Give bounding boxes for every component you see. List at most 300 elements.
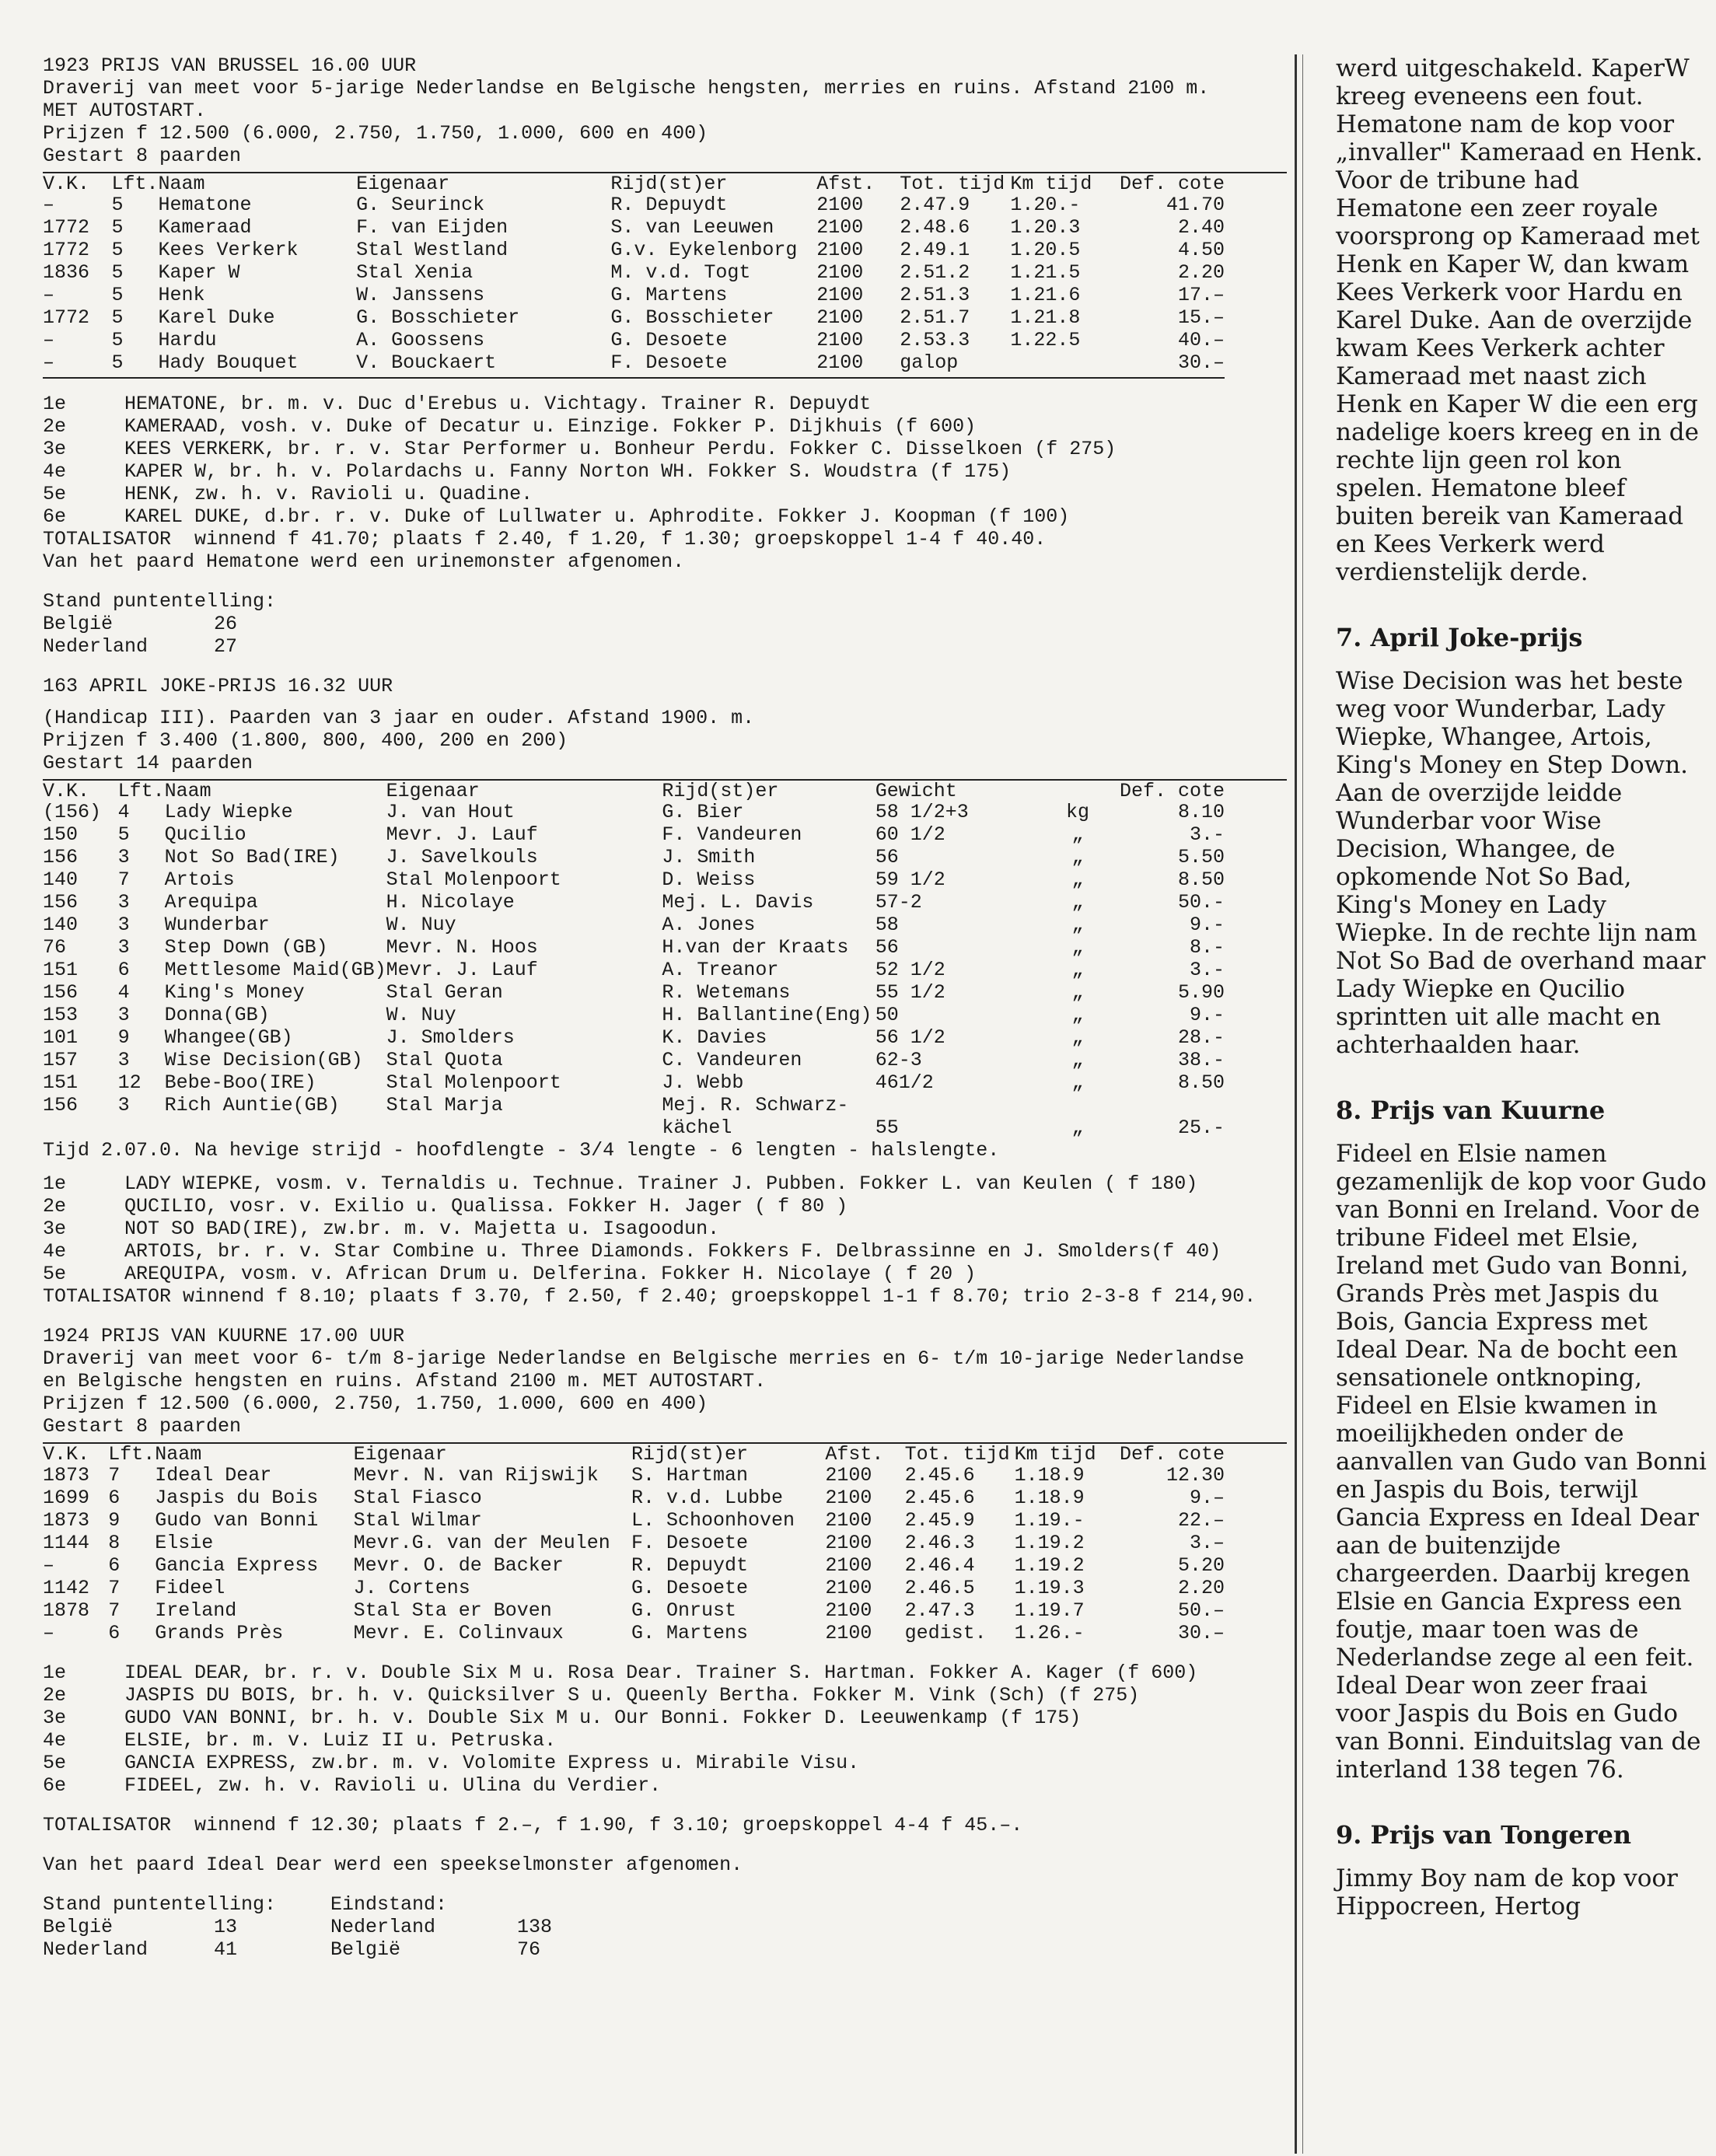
cell-lft: 5 [111,239,124,261]
results-column [43,54,1287,1961]
race-conditions: Draverij van meet voor 6- t/m 8-jarige Nederlandse en Belgische merries en 6- t/m 10-jarige Nederlandse [43,1347,1245,1370]
cell-vk: 1878 [43,1599,90,1622]
cell-def [1120,1094,1225,1116]
cell-eig: Stal Fiasco [353,1487,482,1509]
cell-def: 2.40 [1177,216,1225,239]
table-row [43,981,1225,1004]
cell-km: 1.19.7 [1014,1599,1085,1622]
cell-naam: Rich Auntie(GB) [164,1094,340,1116]
placing-row [43,1707,1287,1729]
country: Nederland [43,1938,149,1961]
placing-description: AREQUIPA, vosm. v. African Drum u. Delferina. Fokker H. Nicolaye ( f 20 ) [124,1263,977,1285]
cell-afst: 2100 [816,329,864,351]
placing-position: 6e [43,505,67,528]
col-unit [1036,782,1120,801]
table-row [43,1049,1225,1071]
cell-def: 28.- [1177,1026,1225,1049]
col-vk: V.K. [43,780,90,802]
cell-gew: 58 [875,914,899,936]
cell-def: 30.– [1177,1622,1225,1644]
cell-vk: 140 [43,914,79,936]
cell-vk: 156 [43,891,79,914]
race-conditions: (Handicap III). Paarden van 3 jaar en ouder. Afstand 1900. m. [43,707,755,729]
placing-position: 1e [43,1662,67,1684]
cell-eig: Mevr. O. de Backer [353,1554,564,1577]
cell-eig: Stal Xenia [356,261,474,284]
placings [43,1172,1287,1285]
placing-position: 3e [43,438,67,460]
points: 27 [214,635,238,658]
table-row [43,216,1225,239]
cell-rij: G. Onrust [631,1599,736,1622]
cell-kg: „ [1071,868,1084,891]
col-km-tijd: Km tijd [1010,173,1092,195]
table-row [43,1071,1225,1094]
race-time: Tijd 2.07.0. Na hevige strijd - hoofdlengte - 3/4 lengte - 6 lengten - halslengte. [43,1139,1000,1162]
cell-eig: G. Seurinck [356,194,485,216]
cell-kg: „ [1071,1071,1084,1094]
cell-rij: H.van der Kraats [662,936,849,959]
cell-naam: Kaper W [158,261,240,284]
cell-gew: 52 1/2 [875,959,945,981]
cell-def: 50.- [1177,891,1225,914]
cell-lft: 5 [111,216,124,239]
cell-naam: Ireland [155,1599,237,1622]
cell-rij: F. Desoete [631,1532,748,1554]
placing-row [43,1729,1287,1752]
placing-description: KAPER W, br. h. v. Polardachs u. Fanny Norton WH. Fokker S. Woudstra (f 175) [124,460,1012,483]
report-section [1336,1821,1709,1920]
cell-vk: 1836 [43,261,90,284]
cell-naam: Whangee(GB) [164,1026,293,1049]
col-naam: Naam [155,1443,202,1466]
note: Van het paard Hematone werd een urinemonster afgenomen. [43,550,685,573]
placing-description: JASPIS DU BOIS, br. h. v. Quicksilver S u. Queenly Bertha. Fokker M. Vink (Sch) (f 275) [124,1684,1140,1707]
cell-def: 5.20 [1177,1554,1225,1577]
cell-vk: 151 [43,1071,79,1094]
race-conditions: Draverij van meet voor 5-jarige Nederlandse en Belgische hengsten, merries en ruins. Afstand 2100 m. [43,77,1210,100]
table-row [43,868,1225,891]
placing-position: 6e [43,1774,67,1797]
col-vk: V.K. [43,1443,90,1466]
cell-km: 1.19.3 [1014,1577,1085,1599]
cell-naam: Karel Duke [158,306,275,329]
cell-km: 1.19.2 [1014,1554,1085,1577]
cell-lft: 4 [117,981,130,1004]
placing-description: KAREL DUKE, d.br. r. v. Duke of Lullwater u. Aphrodite. Fokker J. Koopman (f 100) [124,505,1070,528]
placing-row [43,1684,1287,1707]
table-row [43,306,1225,329]
cell-afst: 2100 [816,194,864,216]
cell-tot: 2.45.6 [904,1487,975,1509]
cell-gew: 57-2 [875,891,922,914]
cell-def: 50.– [1177,1599,1225,1622]
cell-tot: galop [900,351,959,374]
cell-rij: G. Bier [662,801,744,823]
cell-naam: Hematone [158,194,252,216]
placing-description: HEMATONE, br. m. v. Duc d'Erebus u. Vichtagy. Trainer R. Depuydt [124,393,872,415]
table-row [43,1116,1225,1139]
cell-tot: 2.51.3 [900,284,970,306]
table-body [43,1464,1225,1644]
cell-afst: 2100 [825,1464,872,1487]
cell-eig: Stal Wilmar [353,1509,482,1532]
cell-vk: 76 [43,936,67,959]
placing-position: 1e [43,393,67,415]
cell-vk: 1699 [43,1487,90,1509]
placing-position: 5e [43,1752,67,1774]
cell-tot: 2.46.5 [904,1577,975,1599]
cell-rij: S. van Leeuwen [610,216,774,239]
col-vk: V.K. [43,173,90,195]
cell-lft: 7 [108,1577,121,1599]
table-row [43,823,1225,846]
cell-km: 1.18.9 [1014,1464,1085,1487]
cell-vk: 101 [43,1026,79,1049]
placings [43,1662,1287,1797]
cell-lft: 3 [117,1049,130,1071]
cell-rij: K. Davies [662,1026,767,1049]
cell-vk: 1772 [43,239,90,261]
table-row [43,351,1225,374]
cell-km: 1.21.5 [1010,261,1081,284]
cell-lft: 6 [108,1622,121,1644]
cell-naam: Grands Près [155,1622,284,1644]
column-divider [1295,54,1297,2154]
cell-rij: G. Martens [631,1622,748,1644]
cell-lft: 6 [117,959,130,981]
cell-lft: 12 [117,1071,142,1094]
table-row [43,1487,1225,1509]
col-rijder: Rijd(st)er [610,173,728,195]
cell-km: 1.19.- [1014,1509,1085,1532]
race-title: 1924 PRIJS VAN KUURNE 17.00 UUR [43,1325,405,1347]
placings [43,393,1287,528]
placing-position: 3e [43,1707,67,1729]
section-title: 9. Prijs van Tongeren [1336,1820,1632,1850]
col-lft: Lft. [108,1443,156,1466]
cell-vk: – [43,284,55,306]
cell-rij: G. Bosschieter [610,306,774,329]
country: België [43,1916,114,1938]
cell-vk: 1142 [43,1577,90,1599]
cell-kg: „ [1071,914,1084,936]
cell-vk: – [43,194,55,216]
cell-def: 30.– [1177,351,1225,374]
table-row [43,959,1225,981]
table-row [43,239,1225,261]
table-row [43,801,1225,823]
cell-rij: A. Treanor [662,959,779,981]
cell-def: 9.– [1189,1487,1225,1509]
placing-position: 4e [43,460,67,483]
race-header [43,1325,1287,1438]
placing-position: 4e [43,1240,67,1263]
cell-naam: Arequipa [164,891,258,914]
cell-gew: 55 [875,1116,899,1139]
cell-def: 12.30 [1166,1464,1225,1487]
table-row [43,1094,1225,1116]
cell-gew: 62-3 [875,1049,922,1071]
cell-tot: 2.51.2 [900,261,970,284]
standing-title: Stand puntentelling: [43,1893,277,1916]
cell-eig: Mevr.G. van der Meulen [353,1532,610,1554]
section-text: Wise Decision was het beste weg voor Wunderbar, Lady Wiepke, Whangee, Artois, King's Money en Step Down. Aan de overzijde leidde Wunderbar voor Wise Decision, Whangee, de opkomende Not So Bad, King's Money en Lady Wiepke. In de rechte lijn nam Not So Bad de overhand maar Lady Wiepke en Qucilio sprintten uit alle macht en achterhaalden haar. [1336,667,1706,1059]
cell-lft: 3 [117,846,130,868]
cell-naam: Not So Bad(IRE) [164,846,340,868]
cell-naam: Henk [158,284,205,306]
cell-tot: 2.47.9 [900,194,970,216]
cell-kg: „ [1071,1004,1084,1026]
col-naam: Naam [158,173,205,195]
table-row [43,1622,1225,1644]
table-row [43,914,1225,936]
cell-rij: A. Jones [662,914,756,936]
cell-def: 40.– [1177,329,1225,351]
cell-naam: Jaspis du Bois [155,1487,319,1509]
eindstand-title: Eindstand: [330,1893,448,1916]
results-table [43,782,1225,1139]
race-brussel [43,54,1287,658]
cell-lft: 3 [117,891,130,914]
placing-row [43,438,1287,460]
cell-vk: 156 [43,1094,79,1116]
table-row [43,1004,1225,1026]
cell-def: 2.20 [1177,1577,1225,1599]
cell-eig: Stal Geran [386,981,503,1004]
cell-afst: 2100 [825,1509,872,1532]
cell-km: 1.20.5 [1010,239,1081,261]
note: Van het paard Ideal Dear werd een speekselmonster afgenomen. [43,1854,743,1876]
cell-tot: 2.51.7 [900,306,970,329]
report-section [1336,1096,1709,1784]
cell-tot: 2.53.3 [900,329,970,351]
cell-kg: kg [1066,801,1090,823]
table-header [43,175,1225,194]
cell-vk: 1772 [43,216,90,239]
col-tot-tijd: Tot. tijd [904,1443,1010,1466]
race-april-joke [43,675,1287,1308]
cell-def: 3.– [1189,1532,1225,1554]
race-prizes: Prijzen f 12.500 (6.000, 2.750, 1.750, 1.000, 600 en 400) [43,1392,708,1415]
table-row [43,1026,1225,1049]
cell-rij: R. Wetemans [662,981,791,1004]
cell-eig: Stal Molenpoort [386,868,561,891]
section-title: 8. Prijs van Kuurne [1336,1095,1606,1125]
cell-def: 8.10 [1177,801,1225,823]
placing-row [43,1195,1287,1218]
cell-naam: Gancia Express [155,1554,319,1577]
cell-vk: – [43,351,55,374]
cell-eig [386,1116,662,1139]
table-body [43,194,1225,374]
cell-tot: 2.48.6 [900,216,970,239]
table-row [43,1554,1225,1577]
cell-rij: L. Schoonhoven [631,1509,795,1532]
cell-gew: 59 1/2 [875,868,945,891]
cell-afst: 2100 [825,1622,872,1644]
cell-vk: – [43,1554,55,1577]
col-eigenaar: Eigenaar [386,780,480,802]
totalisator: TOTALISATOR winnend f 12.30; plaats f 2.–, f 1.90, f 3.10; groepskoppel 4-4 f 45.–. [43,1814,1023,1836]
table-header [43,1445,1225,1464]
cell-afst: 2100 [825,1554,872,1577]
race-prizes: Prijzen f 3.400 (1.800, 800, 400, 200 en 200) [43,729,568,752]
race-title: 1923 PRIJS VAN BRUSSEL 16.00 UUR [43,54,417,77]
cell-eig: G. Bosschieter [356,306,520,329]
col-def-cote: Def. cote [1119,1443,1225,1466]
cell-eig: Stal Sta er Boven [353,1599,552,1622]
placing-row [43,1752,1287,1774]
placing-position: 3e [43,1218,67,1240]
placing-position: 4e [43,1729,67,1752]
placing-description: KAMERAAD, vosh. v. Duke of Decatur u. Einzige. Fokker P. Dijkhuis (f 600) [124,415,977,438]
placing-position: 2e [43,1684,67,1707]
cell-vk [43,1116,118,1139]
cell-kg: „ [1071,1026,1084,1049]
report-intro: werd uitgeschakeld. KaperW kreeg eveneens een fout. Hematone nam de kop voor „invaller" Kameraad en Henk. Voor de tribune had Hematone een zeer royale voorsprong op Kameraad met Henk en Kaper W, dan kwam Kees Verkerk voor Hardu en Karel Duke. Aan de overzijde kwam Kees Verkerk achter Kameraad met naast zich Henk en Kaper W die een erg nadelige koers kreeg en in de rechte lijn geen rol kon spelen. Hematone bleef buiten bereik van Kameraad en Kees Verkerk werd verdienstelijk derde. [1336,54,1704,586]
cell-lft: 7 [108,1464,121,1487]
table-row [43,936,1225,959]
cell-def: 8.50 [1177,868,1225,891]
country: België [330,1938,401,1961]
totalisator: TOTALISATOR winnend f 8.10; plaats f 3.70, f 2.50, f 2.40; groepskoppel 1-1 f 8.70; trio 2-3-8 f 214,90. [43,1285,1256,1308]
placing-row [43,460,1287,483]
cell-kg: „ [1071,1049,1084,1071]
cell-rij: G. Desoete [610,329,728,351]
cell-eig: Mevr. N. Hoos [386,936,538,959]
cell-naam: Step Down (GB) [164,936,328,959]
cell-rij: R. Depuydt [631,1554,748,1577]
table-row [43,1599,1225,1622]
cell-vk: 140 [43,868,79,891]
cell-lft: 5 [111,194,124,216]
col-eigenaar: Eigenaar [353,1443,447,1466]
cell-def: 22.– [1177,1509,1225,1532]
race-conditions-2: en Belgische hengsten en ruins. Afstand 2100 m. MET AUTOSTART. [43,1370,767,1392]
cell-rij: C. Vandeuren [662,1049,802,1071]
cell-vk: 157 [43,1049,79,1071]
cell-rij: R. Depuydt [610,194,728,216]
cell-lft: 3 [117,914,130,936]
placing-position: 2e [43,1195,67,1218]
placing-description: IDEAL DEAR, br. r. v. Double Six M u. Rosa Dear. Trainer S. Hartman. Fokker A. Kager (f 600) [124,1662,1198,1684]
cell-kg: „ [1071,981,1084,1004]
col-rijder: Rijd(st)er [631,1443,748,1466]
cell-afst: 2100 [816,261,864,284]
placing-description: GUDO VAN BONNI, br. h. v. Double Six M u. Our Bonni. Fokker D. Leeuwenkamp (f 175) [124,1707,1082,1729]
standing-table [43,1893,1287,1961]
cell-naam: Mettlesome Maid(GB) [164,959,386,981]
placing-row [43,483,1287,505]
cell-vk: 156 [43,846,79,868]
standing-title: Stand puntentelling: [43,590,277,613]
placing-description: GANCIA EXPRESS, zw.br. m. v. Volomite Express u. Mirabile Visu. [124,1752,860,1774]
cell-def: 3.- [1189,823,1225,846]
cell-lft: 5 [111,261,124,284]
country: Nederland [43,635,149,658]
cell-lft: 5 [117,823,130,846]
cell-km [1010,351,1120,374]
cell-afst: 2100 [816,216,864,239]
cell-lft: 3 [117,1004,130,1026]
placing-row [43,505,1287,528]
race-kuurne [43,1325,1287,1961]
cell-def: 25.- [1177,1116,1225,1139]
col-km-tijd: Km tijd [1014,1443,1096,1466]
cell-kg [1036,1094,1120,1116]
placing-position: 5e [43,483,67,505]
cell-km: 1.26.- [1014,1622,1085,1644]
cell-def: 15.– [1177,306,1225,329]
section-text: Fideel en Elsie namen gezamenlijk de kop voor Gudo van Bonni en Ireland. Voor de tribune Fideel met Elsie, Ireland met Gudo van Bonni, Grands Près met Jaspis du Bois, Gancia Express met Ideal Dear. Na de bocht een sensationele ontknoping, Fideel en Elsie kwamen in moeilijkheden onder de aanvallen van Gudo van Bonni en Jaspis du Bois, terwijl Gancia Express en Ideal Dear aan de buitenzijde chargeerden. Daarbij kregen Elsie en Gancia Express een foutje, maar toen was de Nederlandse zege al een feit. Ideal Dear won zeer fraai voor Jaspis du Bois en Gudo van Bonni. Einduitslag van de interland 138 tegen 76. [1336,1140,1707,1784]
cell-gew: 56 [875,936,899,959]
cell-naam: Hardu [158,329,217,351]
placing-row [43,1774,1287,1797]
cell-km: 1.19.2 [1014,1532,1085,1554]
placing-description: FIDEEL, zw. h. v. Ravioli u. Ulina du Verdier. [124,1774,662,1797]
cell-lft: 5 [111,306,124,329]
col-lft: Lft. [111,173,159,195]
cell-afst: 2100 [816,239,864,261]
cell-naam: King's Money [164,981,305,1004]
race-prizes: Prijzen f 12.500 (6.000, 2.750, 1.750, 1.000, 600 en 400) [43,122,708,145]
report-section [1336,624,1709,1059]
table-row [43,329,1225,351]
placing-row [43,1172,1287,1195]
cell-def: 41.70 [1166,194,1225,216]
cell-km: 1.20.3 [1010,216,1081,239]
cell-eig: Stal Marja [386,1094,503,1116]
cell-eig: Stal Molenpoort [386,1071,561,1094]
cell-afst: 2100 [825,1577,872,1599]
cell-km: 1.21.6 [1010,284,1081,306]
results-table [43,1445,1225,1644]
cell-def: 9.- [1189,914,1225,936]
cell-eig: W. Janssens [356,284,485,306]
cell-tot: 2.45.6 [904,1464,975,1487]
cell-eig: W. Nuy [386,1004,456,1026]
cell-vk: 1144 [43,1532,90,1554]
cell-def: 5.90 [1177,981,1225,1004]
cell-gew [875,1094,1036,1116]
race-header [43,675,1287,774]
cell-naam: Ideal Dear [155,1464,272,1487]
table-row [43,1464,1225,1487]
cell-eig: Mevr. J. Lauf [386,959,538,981]
cell-rij: J. Webb [662,1071,744,1094]
cell-eig: V. Bouckaert [356,351,497,374]
col-eigenaar: Eigenaar [356,173,450,195]
cell-afst: 2100 [825,1532,872,1554]
cell-lft: 6 [108,1487,121,1509]
cell-vk: 151 [43,959,79,981]
points: 138 [517,1916,553,1938]
cell-lft: 3 [117,1094,130,1116]
cell-naam: Kameraad [158,216,252,239]
cell-lft: 9 [108,1509,121,1532]
cell-vk: 153 [43,1004,79,1026]
cell-lft: 9 [117,1026,130,1049]
placing-row [43,393,1287,415]
cell-km: 1.22.5 [1010,329,1081,351]
cell-eig: W. Nuy [386,914,456,936]
table-body [43,801,1225,1139]
cell-rij: R. v.d. Lubbe [631,1487,783,1509]
table-row [43,1577,1225,1599]
column-divider [1302,54,1303,2154]
cell-kg: „ [1071,891,1084,914]
